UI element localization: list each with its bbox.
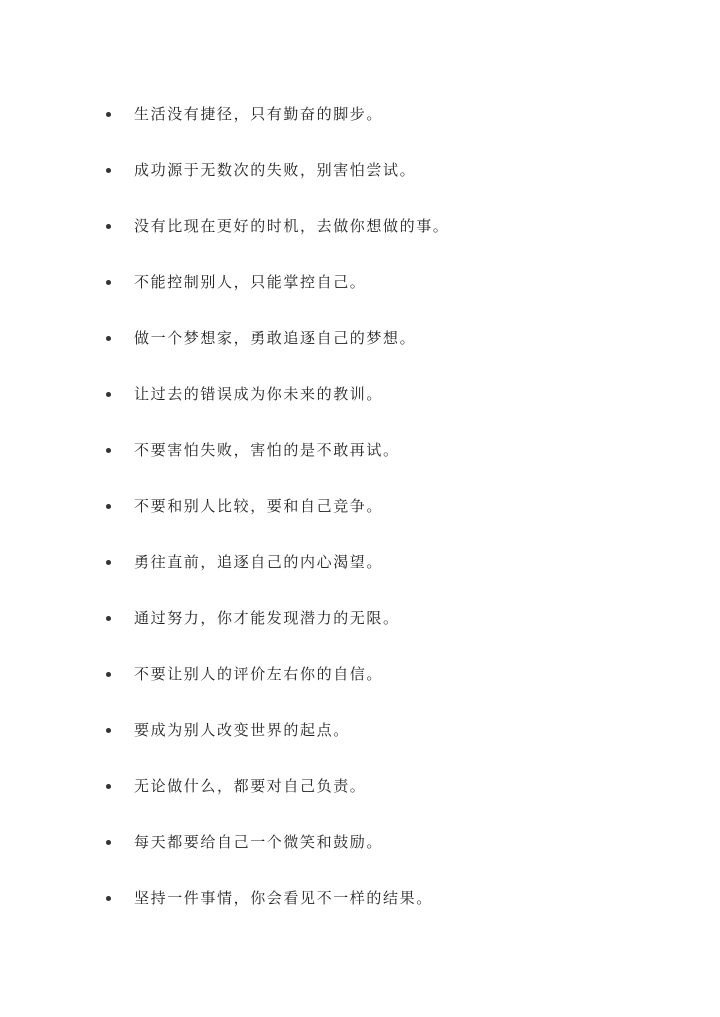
bullet-icon [106,280,111,285]
bullet-icon [106,224,111,229]
bullet-icon [106,392,111,397]
list-item [106,814,706,870]
bullet-icon [106,784,111,789]
quote-text: 不要和别人比较，要和自己竞争。 [134,497,384,515]
quote-text: 每天都要给自己一个微笑和鼓励。 [134,833,384,851]
quote-text: 没有比现在更好的时机，去做你想做的事。 [134,217,450,235]
list-item [106,310,706,366]
list-item [106,198,706,254]
list-item [106,870,706,926]
quote-text: 不要让别人的评价左右你的自信。 [134,665,384,683]
bullet-icon [106,728,111,733]
bullet-icon [106,168,111,173]
quote-text: 做一个梦想家，勇敢追逐自己的梦想。 [134,329,417,347]
list-item [106,478,706,534]
bullet-icon [106,112,111,117]
list-item [106,702,706,758]
quote-text: 通过努力，你才能发现潜力的无限。 [134,609,400,627]
quote-text: 无论做什么，都要对自己负责。 [134,777,367,795]
bullet-icon [106,504,111,509]
list-item [106,86,706,142]
quote-list [106,86,706,926]
bullet-icon [106,896,111,901]
list-item [106,366,706,422]
bullet-icon [106,336,111,341]
quote-text: 成功源于无数次的失败，别害怕尝试。 [134,161,417,179]
quote-text: 坚持一件事情，你会看见不一样的结果。 [134,889,433,907]
list-item [106,422,706,478]
quote-text: 勇往直前，追逐自己的内心渴望。 [134,553,384,571]
list-item [106,590,706,646]
list-item [106,534,706,590]
bullet-icon [106,616,111,621]
quote-text: 生活没有捷径，只有勤奋的脚步。 [134,105,384,123]
quote-text: 不要害怕失败，害怕的是不敢再试。 [134,441,400,459]
list-item [106,142,706,198]
list-item [106,758,706,814]
list-item [106,254,706,310]
bullet-icon [106,840,111,845]
quote-text: 要成为别人改变世界的起点。 [134,721,350,739]
bullet-icon [106,672,111,677]
bullet-icon [106,448,111,453]
quote-text: 让过去的错误成为你未来的教训。 [134,385,384,403]
list-item [106,646,706,702]
bullet-icon [106,560,111,565]
quote-text: 不能控制别人，只能掌控自己。 [134,273,367,291]
